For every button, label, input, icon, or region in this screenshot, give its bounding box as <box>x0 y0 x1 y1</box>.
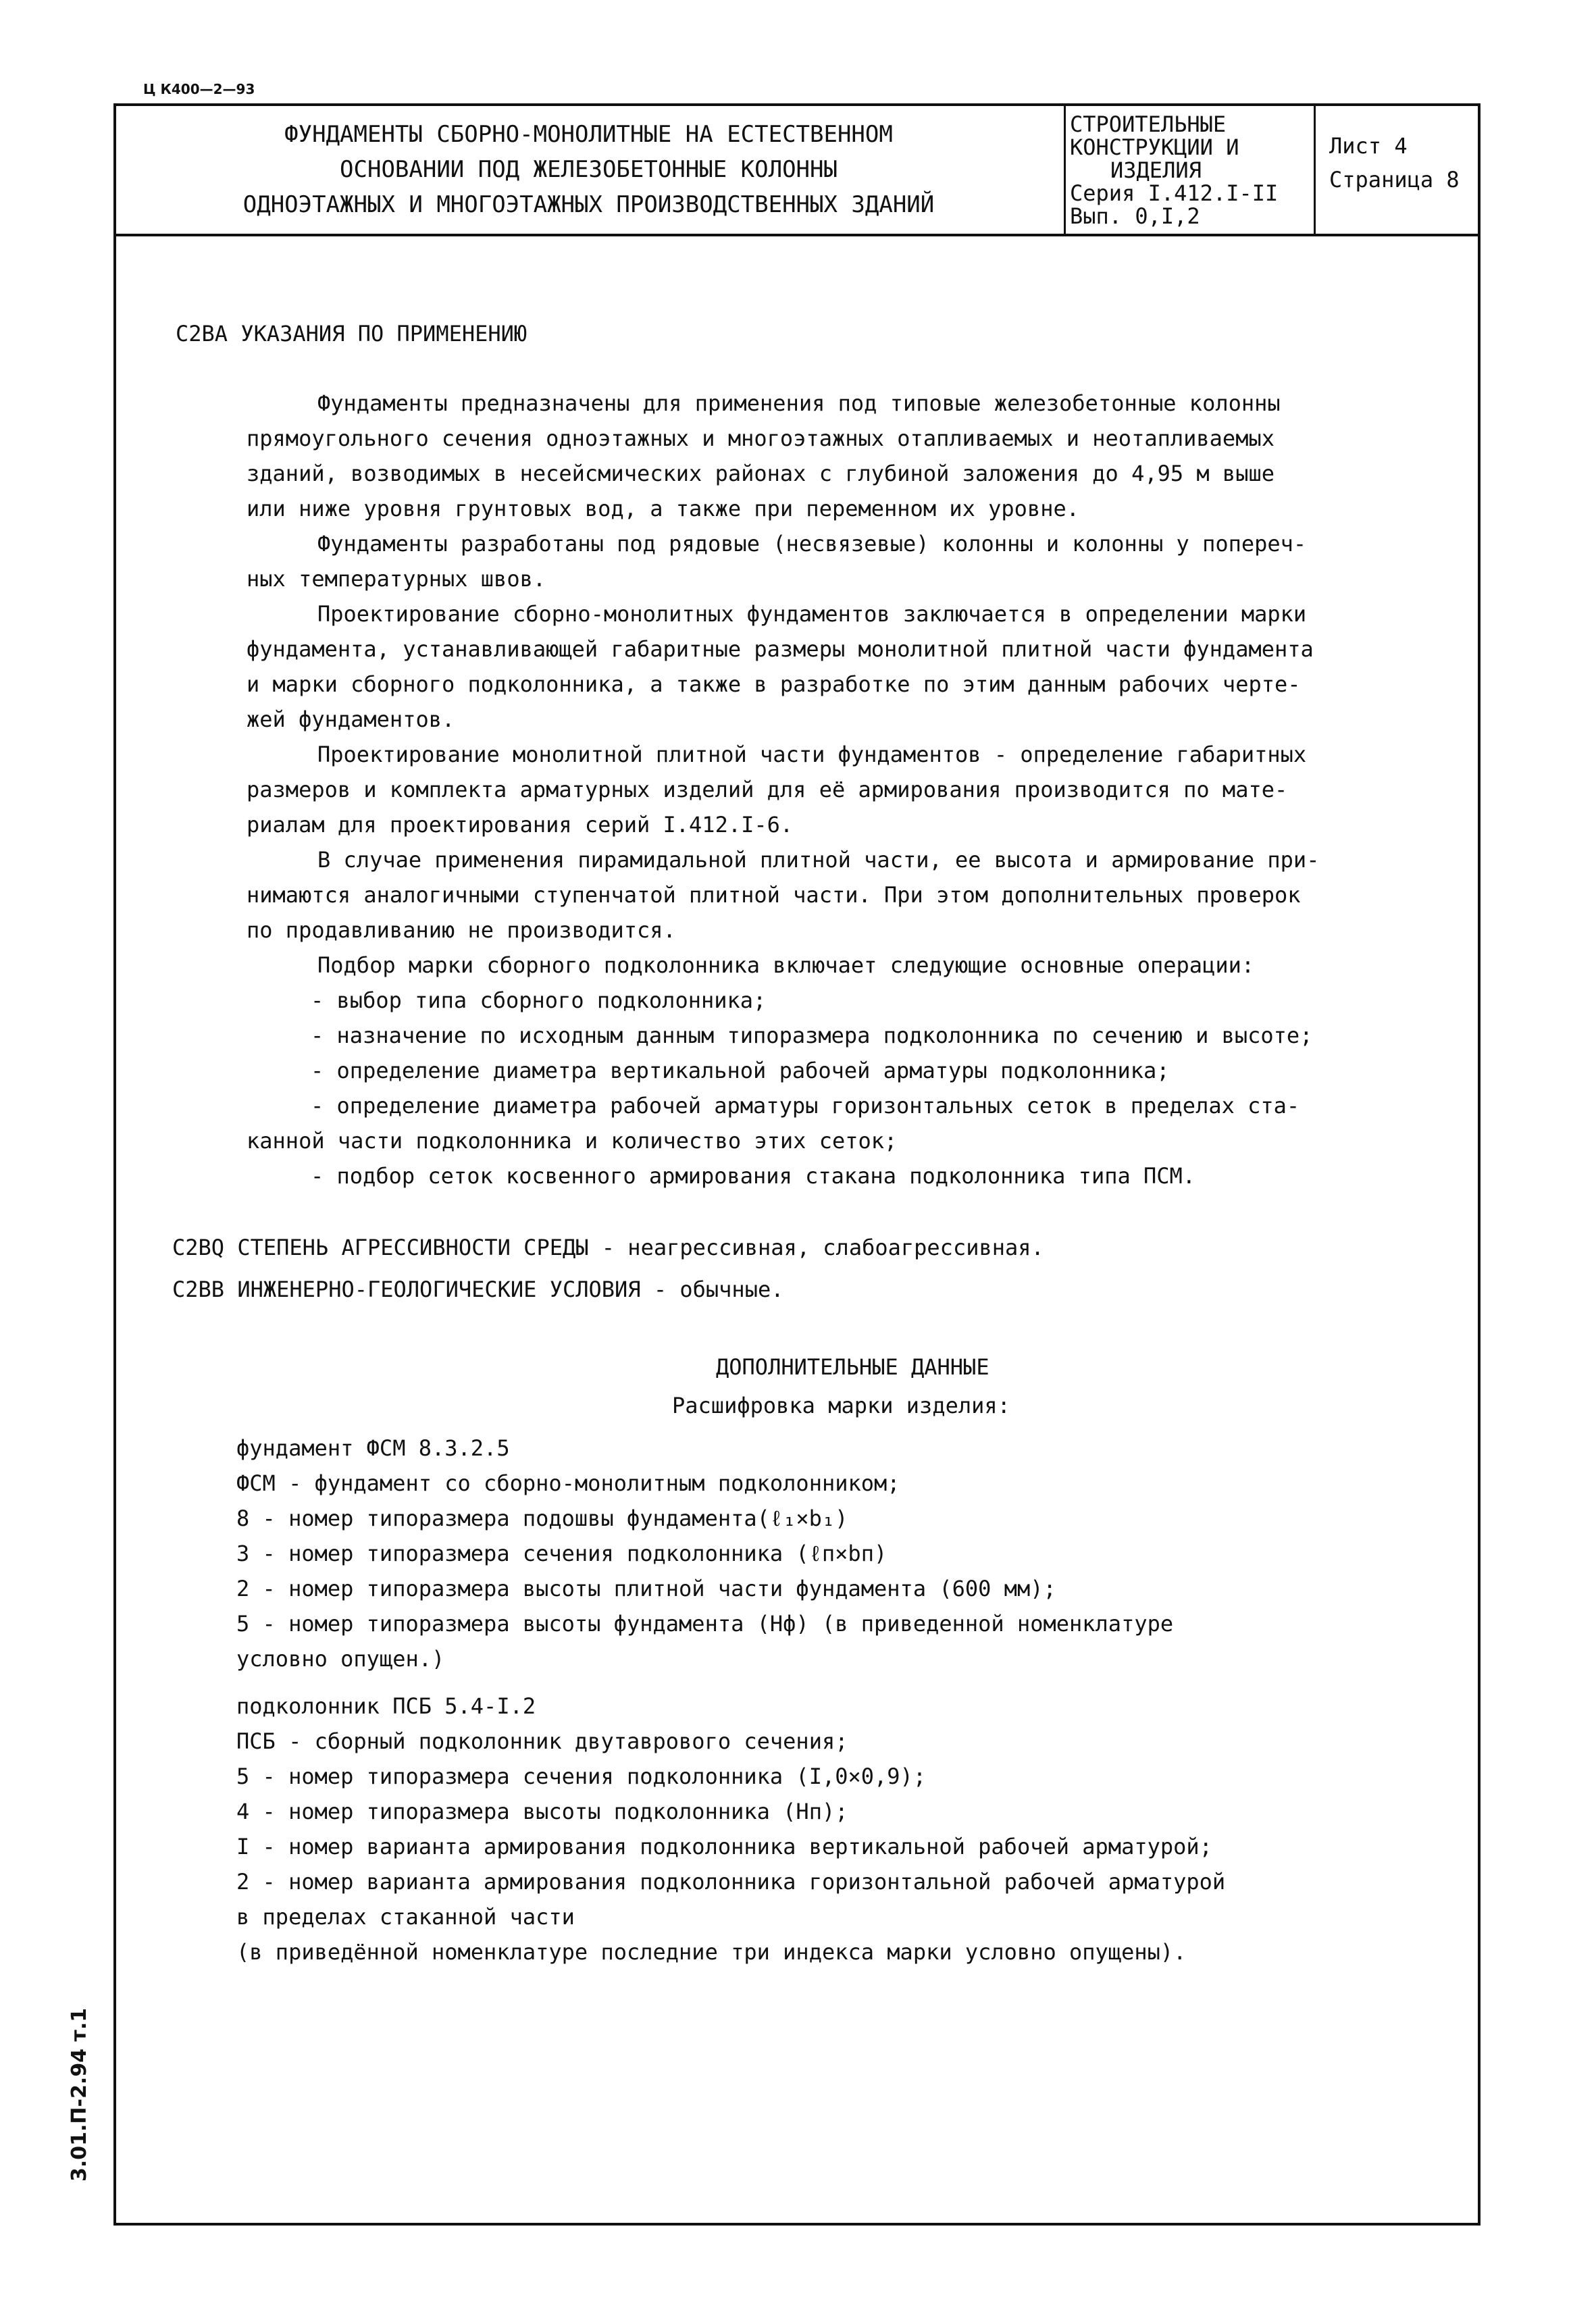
subcolumn-mark-line: ПСБ - сборный подколонник двутаврового сечения; <box>236 1728 848 1754</box>
text-line: Подбор марки сборного подколонника включает следующие основные операции: <box>317 952 1255 978</box>
foundation-mark-line: условно опущен.) <box>236 1646 445 1672</box>
text-line: и марки сборного подколонника, а также в разработке по этим данным рабочих черте- <box>247 671 1301 697</box>
series-info <box>1066 103 1316 236</box>
header-divider <box>113 234 1481 236</box>
foundation-mark-line: 2 - номер типоразмера высоты плитной части фундамента (600 мм); <box>236 1576 1056 1601</box>
sheet-number: Лист 4 <box>1329 133 1408 159</box>
section-geology: С2ВВ ИНЖЕНЕРНО-ГЕОЛОГИЧЕСКИЕ УСЛОВИЯ - обычные. <box>172 1277 784 1302</box>
subcolumn-mark-line: 5 - номер типоразмера сечения подколонника (I,0×0,9); <box>236 1764 927 1789</box>
text-line: ных температурных швов. <box>247 566 546 592</box>
subcolumn-mark-title: подколонник ПСБ 5.4-I.2 <box>236 1693 536 1719</box>
text-line: по продавливанию не производится. <box>247 917 676 943</box>
list-item: - выбор типа сборного подколонника; <box>311 987 767 1013</box>
extra-data-subtitle: Расшифровка марки изделия: <box>672 1393 1010 1418</box>
series-line: КОНСТРУКЦИИ И <box>1070 134 1239 160</box>
foundation-mark-line: 8 - номер типоразмера подошвы фундамента(ℓ₁×b₁) <box>236 1506 848 1531</box>
side-code: 3.01.П-2.94 т.1 <box>68 2007 91 2182</box>
title-line: ФУНДАМЕНТЫ СБОРНО-МОНОЛИТНЫЕ НА ЕСТЕСТВЕННОМ <box>284 121 893 148</box>
foundation-mark-line: ФСМ - фундамент со сборно-монолитным подколонником; <box>236 1470 900 1496</box>
document-stamp: Ц К400—2—93 <box>143 81 255 97</box>
foundation-mark-title: фундамент ФСМ 8.3.2.5 <box>236 1435 510 1461</box>
list-item: - определение диаметра вертикальной рабочей арматуры подколонника; <box>311 1058 1170 1083</box>
text-line: риалам для проектирования серий I.412.I-6. <box>247 812 794 838</box>
text-line: Проектирование сборно-монолитных фундаментов заключается в определении марки <box>317 601 1307 627</box>
series-line: СТРОИТЕЛЬНЫЕ <box>1070 111 1227 137</box>
series-line: Серия I.412.I-II <box>1070 180 1279 206</box>
text-line: Проектирование монолитной плитной части фундаментов - определение габаритных <box>317 742 1307 767</box>
title-line: ОДНОЭТАЖНЫХ И МНОГОЭТАЖНЫХ ПРОИЗВОДСТВЕННЫХ ЗДАНИЙ <box>242 191 935 218</box>
title-line: ОСНОВАНИИ ПОД ЖЕЛЕЗОБЕТОННЫЕ КОЛОННЫ <box>340 156 838 183</box>
title-block <box>113 103 1481 236</box>
text-line: нимаются аналогичными ступенчатой плитной части. При этом дополнительных проверок <box>247 882 1301 908</box>
series-line: ИЗДЕЛИЯ <box>1110 157 1202 183</box>
subcolumn-mark-line: 4 - номер типоразмера высоты подколонника (Нп); <box>236 1799 848 1824</box>
section-title-usage: С2ВА УКАЗАНИЯ ПО ПРИМЕНЕНИЮ <box>176 321 527 346</box>
text-line: зданий, возводимых в несейсмических районах с глубиной заложения до 4,95 м выше <box>247 461 1275 486</box>
list-item: - определение диаметра рабочей арматуры горизонтальных сеток в пределах ста- <box>311 1093 1300 1119</box>
subcolumn-mark-line: в пределах стаканной части <box>236 1904 575 1930</box>
text-line: жей фундаментов. <box>247 706 455 732</box>
foundation-mark-line: 3 - номер типоразмера сечения подколонника (ℓп×bп) <box>236 1541 887 1566</box>
series-line: Вып. 0,I,2 <box>1070 203 1200 229</box>
text-line: или ниже уровня грунтовых вод, а также при переменном их уровне. <box>247 496 1079 521</box>
text-line: размеров и комплекта арматурных изделий для её армирования производится по мате- <box>247 777 1288 802</box>
text-line: прямоугольного сечения одноэтажных и многоэтажных отапливаемых и неотапливаемых <box>247 426 1275 451</box>
section-aggressiveness: С2ВQ СТЕПЕНЬ АГРЕССИВНОСТИ СРЕДЫ - неагрессивная, слабоагрессивная. <box>172 1235 1044 1260</box>
sheet-info <box>1316 103 1481 236</box>
subcolumn-mark-note: (в приведённой номенклатуре последние три индекса марки условно опущены). <box>236 1939 1187 1965</box>
page-number: Страница 8 <box>1329 167 1460 192</box>
text-line: Фундаменты разработаны под рядовые (несвязевые) колонны и колонны у попереч- <box>317 531 1307 557</box>
text-line: фундамента, устанавливающей габаритные размеры монолитной плитной части фундамента <box>247 636 1314 662</box>
foundation-mark-line: 5 - номер типоразмера высоты фундамента (Нф) (в приведенной номенклатуре <box>236 1611 1174 1637</box>
list-item: - назначение по исходным данным типоразмера подколонника по сечению и высоте; <box>311 1023 1313 1048</box>
text-line: Фундаменты предназначены для применения под типовые железобетонные колонны <box>317 390 1281 416</box>
subcolumn-mark-line: I - номер варианта армирования подколонника вертикальной рабочей арматурой; <box>236 1834 1212 1859</box>
list-item: - подбор сеток косвенного армирования стакана подколонника типа ПСМ. <box>311 1163 1196 1189</box>
text-line: канной части подколонника и количество этих сеток; <box>247 1128 898 1154</box>
extra-data-title: ДОПОЛНИТЕЛЬНЫЕ ДАННЫЕ <box>716 1354 989 1380</box>
document-title <box>113 103 1066 236</box>
text-line: В случае применения пирамидальной плитной части, ее высота и армирование при- <box>317 847 1320 873</box>
subcolumn-mark-line: 2 - номер варианта армирования подколонника горизонтальной рабочей арматурой <box>236 1869 1226 1895</box>
